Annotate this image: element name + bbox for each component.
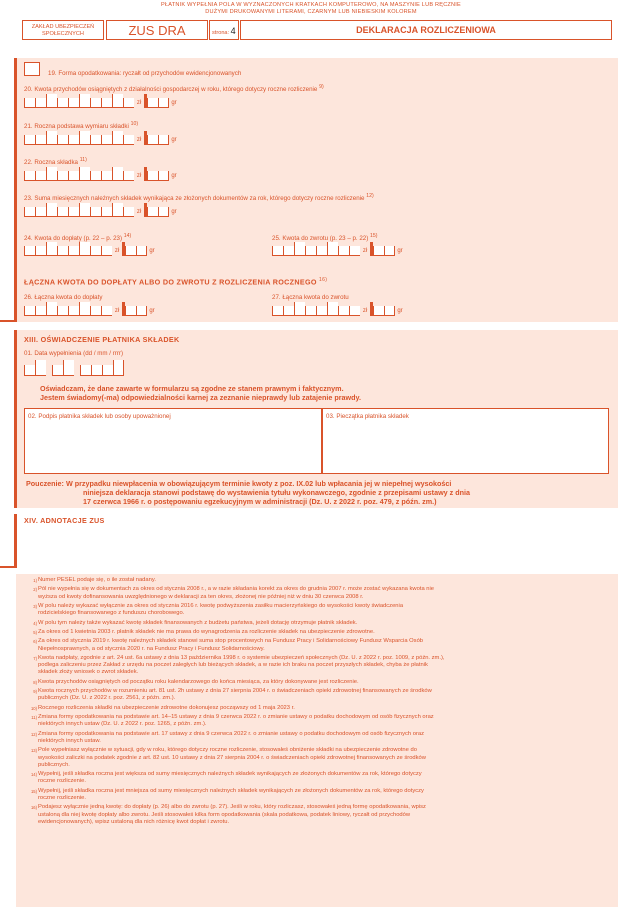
digit-cell[interactable] — [327, 302, 338, 316]
digit-cell[interactable] — [68, 98, 79, 108]
footnote-line: Kwota rocznych przychodów w rozumieniu art. 81 ust. 2h ustawy z dnia 27 sierpnia 2004 r. o świadczeniach opieki zdrowotnej finansowanych ze środków — [38, 688, 432, 695]
gr-unit: gr — [171, 209, 177, 215]
cent-cell[interactable] — [373, 246, 384, 256]
digit-cell[interactable] — [68, 306, 79, 316]
footnote-line: niektórych innych ustaw (Dz. U. z 2022 r. poz. 1265, z późn. zm.). — [38, 721, 207, 728]
digit-cell[interactable] — [112, 94, 123, 108]
footnote — [28, 577, 613, 584]
footnote-line: Wypełnij, jeśli składka roczna jest większa od sumy miesięcznych należnych składek wynikających ze złożonych dokumentów za rok, którego dotyczy — [38, 771, 422, 778]
footnote-line: rodzicielskiego finansowanego z funduszu chorobowego. — [38, 610, 185, 617]
date-cell[interactable] — [52, 365, 63, 376]
gr-unit: gr — [171, 100, 177, 106]
digit-cell[interactable] — [316, 306, 327, 316]
tax-form-checkbox[interactable] — [24, 62, 40, 76]
footnote-line: Podajesz wyłącznie jedną kwotę: do dopłaty (p. 26) albo do zwrotu (p. 27). Jeśli w roku, który rozliczasz, stosowałeś jedną formę opodatkowania, wpisz — [38, 804, 426, 811]
section-bottom-tick — [0, 320, 17, 322]
footnote-number: 1) — [33, 578, 37, 583]
digit-cell[interactable] — [283, 246, 294, 256]
digit-cell[interactable] — [79, 94, 90, 108]
gr-unit: gr — [397, 308, 403, 314]
footnote-line: Numer PESEL podaje się, o ile został nadany. — [38, 577, 156, 583]
form-title: DEKLARACJA ROZLICZENIOWA — [240, 20, 612, 40]
digit-cell[interactable] — [101, 98, 112, 108]
footnote-line: roczne rozliczenie. — [38, 794, 87, 801]
digit-cell[interactable] — [316, 246, 327, 256]
cent-cell[interactable] — [158, 98, 169, 108]
digit-cell[interactable] — [68, 207, 79, 217]
footnote-line: wyższa od kwoty dofinansowania uwzględnionego w deklaracji za ten okres, złożonej nie później niż w dniu 30 czerwca 2008 r. — [38, 593, 364, 600]
field-26-label: 26. Łączna kwota do dopłaty — [24, 294, 103, 301]
field-19-label: 19. Forma opodatkowania: ryczałt od przychodów ewidencjonowanych — [48, 70, 242, 77]
footnote — [28, 788, 613, 802]
digit-cell[interactable] — [90, 306, 101, 316]
zl-unit: zł — [136, 209, 142, 215]
footnote-line: ustaloną dla niej kwotę dopłaty albo zwrotu. Jeśli stosowałeś kilka form opodatkowania (skala podatkowa, podatek liniowy, ryczałt od przychodów — [38, 811, 411, 818]
page-label: strona: — [212, 30, 230, 36]
field-22-amount[interactable] — [24, 167, 179, 181]
digit-cell[interactable] — [57, 171, 68, 181]
field-22-label: 22. Roczna składka $^{11)}$ — [24, 157, 87, 167]
zl-unit: zł — [362, 308, 368, 314]
field-24-amount[interactable] — [24, 242, 157, 256]
footnote-line: publicznych. — [38, 761, 70, 768]
footnote — [28, 603, 613, 617]
date-cell[interactable] — [24, 365, 35, 376]
footnote-number: 13) — [30, 748, 37, 754]
section-xiii-bar — [14, 330, 17, 508]
digit-cell[interactable] — [35, 306, 46, 316]
cent-cell[interactable] — [136, 246, 147, 256]
digit-cell[interactable] — [112, 167, 123, 181]
digit-cell[interactable] — [272, 246, 283, 256]
field-27-label: 27. Łączna kwota do zwrotu — [272, 294, 349, 301]
footnote-line: Rocznego rozliczenia składki na ubezpieczenie zdrowotne dokonujesz począwszy od 1 maja 2023 r. — [38, 704, 295, 711]
footnote-number: 12) — [30, 731, 37, 737]
footnote-number: 15) — [30, 788, 37, 794]
warning-line-2: niniejsza deklaracja stanowi podstawę do wystawienia tytułu wykonawczego, zgodnie z przepisami ustawy z dnia — [83, 488, 471, 497]
section-xiv-heading: XIV. ADNOTACJE ZUS — [24, 516, 105, 525]
form-code: ZUS DRA — [106, 20, 208, 40]
digit-cell[interactable] — [57, 246, 68, 256]
digit-cell[interactable] — [46, 242, 57, 256]
cent-cell[interactable] — [147, 98, 158, 108]
digit-cell[interactable] — [79, 242, 90, 256]
digit-cell[interactable] — [79, 167, 90, 181]
digit-cell[interactable] — [112, 203, 123, 217]
instruction-line-1: PŁATNIK WYPEŁNIA POLA W WYZNACZONYCH KRATKACH KOMPUTEROWO, NA MASZYNIE LUB RĘCZNIE — [161, 2, 461, 8]
digit-cell[interactable] — [46, 131, 57, 145]
footnote — [28, 620, 613, 627]
digit-cell[interactable] — [90, 98, 101, 108]
digit-cell[interactable] — [112, 131, 123, 145]
zl-unit: zł — [362, 248, 368, 254]
date-cell[interactable] — [63, 360, 74, 376]
field-25-label: 25. Kwota do zwrotu (p. 23 – p. 22) $^{15)}$ — [272, 233, 378, 243]
footnote-line: ewidencjonowanych), wpisz ustaloną dla nich różnicę kwot dopłat i zwrotu. — [38, 818, 230, 825]
footnote — [28, 679, 613, 686]
digit-cell[interactable] — [123, 135, 134, 145]
field-24-label: 24. Kwota do dopłaty (p. 22 – p. 23) $^{14)}$ — [24, 233, 132, 243]
field-23-label: 23. Suma miesięcznych należnych składek wynikająca ze złożonych dokumentów za rok, którego dotyczy roczne rozliczenie $^{12)}$ — [24, 193, 374, 203]
date-cell[interactable] — [91, 365, 102, 376]
zl-unit: zł — [136, 100, 142, 106]
digit-cell[interactable] — [90, 171, 101, 181]
footnote-line: W polu należy wykazać wyłącznie za okres od stycznia 2016 r. kwotę podwyższenia zasiłku macierzyńskiego do wysokości kwoty świadczenia — [38, 602, 404, 609]
declaration-line-1: Oświadczam, że dane zawarte w formularzu są zgodne ze stanem prawnym i faktycznym. — [40, 384, 344, 393]
cent-cell[interactable] — [125, 246, 136, 256]
footnote-number: 2) — [33, 587, 37, 593]
digit-cell[interactable] — [305, 246, 316, 256]
footnote-number: 8) — [33, 679, 37, 685]
digit-cell[interactable] — [46, 167, 57, 181]
footnote-line: Zmiana formy opodatkowania na podstawie art. 17 ustawy z dnia 9 czerwca 2022 r. o zmianie ustawy o podatku dochodowym od osób fizycznych oraz — [38, 730, 425, 737]
footnote — [28, 804, 613, 826]
digit-cell[interactable] — [90, 135, 101, 145]
field-26-amount[interactable] — [24, 302, 157, 316]
warning-line-3: 17 czerwca 1966 r. o postępowaniu egzekucyjnym w administracji (Dz. U. z 2022 r. poz. 479, z późn. zm.) — [83, 497, 437, 506]
footnote-number: 3) — [33, 603, 37, 609]
issuer-line-1: ZAKŁAD UBEZPIECZEŃ — [31, 24, 95, 30]
stamp-box[interactable] — [322, 408, 609, 474]
footnote — [28, 714, 613, 728]
digit-cell[interactable] — [123, 207, 134, 217]
footnote — [28, 629, 613, 636]
cent-cell[interactable] — [136, 306, 147, 316]
footnote-line: podlega zaliczeniu przez Zakład z urzędu na poczet zaległych lub bieżących składek, a w razie ich braku na poczet przyszłych składek, chyba że płatnik — [38, 662, 428, 669]
digit-cell[interactable] — [338, 306, 349, 316]
digit-cell[interactable] — [57, 135, 68, 145]
zl-unit: zł — [136, 137, 142, 143]
date-label: 01. Data wypełnienia (dd / mm / rrrr) — [24, 350, 124, 357]
gr-unit: gr — [149, 308, 155, 314]
field-21-amount[interactable] — [24, 131, 179, 145]
footnote-number: 11) — [31, 715, 37, 721]
digit-cell[interactable] — [101, 306, 112, 316]
footnote — [28, 688, 613, 702]
digit-cell[interactable] — [57, 306, 68, 316]
field-23-amount[interactable] — [24, 203, 179, 217]
digit-cell[interactable] — [79, 131, 90, 145]
zl-unit: zł — [114, 248, 120, 254]
digit-cell[interactable] — [101, 135, 112, 145]
field-25-amount[interactable] — [272, 242, 405, 256]
footnote-line: Kwota przychodów osiągniętych od początku roku kalendarzowego do końca miesiąca, za który dokonywane jest rozliczenie. — [38, 678, 359, 685]
digit-cell[interactable] — [57, 98, 68, 108]
digit-cell[interactable] — [35, 98, 46, 108]
footnote-line: Za okres od 1 kwietnia 2003 r. płatnik składek nie ma prawa do wynagrodzenia za rozliczenie składek na ubezpieczenie zdrowotne. — [38, 628, 375, 635]
page-number: 4 — [230, 26, 236, 36]
section-left-bar — [14, 58, 17, 322]
cent-cell[interactable] — [384, 306, 395, 316]
footnote-number: 5) — [33, 629, 37, 635]
digit-cell[interactable] — [35, 246, 46, 256]
digit-cell[interactable] — [57, 207, 68, 217]
digit-cell[interactable] — [24, 207, 35, 217]
digit-cell[interactable] — [35, 135, 46, 145]
digit-cell[interactable] — [35, 207, 46, 217]
footnote-line: W polu tym należy także wykazać kwotę składek finansowanych z budżetu państwa, jeżeli dotację otrzymuje płatnik składek. — [38, 619, 358, 626]
digit-cell[interactable] — [68, 171, 79, 181]
issuer-line-2: SPOŁECZNYCH — [42, 30, 84, 37]
warning — [26, 479, 470, 506]
digit-cell[interactable] — [294, 302, 305, 316]
digit-cell[interactable] — [294, 242, 305, 256]
cent-cell[interactable] — [158, 207, 169, 217]
footnote — [28, 747, 613, 769]
digit-cell[interactable] — [338, 246, 349, 256]
field-20-label: 20. Kwota przychodów osiągniętych z działalności gospodarczej w roku, którego dotyczy roczne rozliczenie $^{9)}$ — [24, 84, 324, 94]
digit-cell[interactable] — [349, 306, 360, 316]
gr-unit: gr — [149, 248, 155, 254]
cent-cell[interactable] — [158, 135, 169, 145]
digit-cell[interactable] — [46, 302, 57, 316]
section-xiii-heading: XIII. OŚWIADCZENIE PŁATNIKA SKŁADEK — [24, 335, 180, 344]
digit-cell[interactable] — [24, 246, 35, 256]
digit-cell[interactable] — [101, 171, 112, 181]
footnote-line: Za okres od stycznia 2019 r. kwotę należnych składek stanowi suma stop procentowych na Fundusz Pracy i Solidarnościowy Fundusz Wsparcia Osób — [38, 638, 424, 645]
cent-cell[interactable] — [125, 306, 136, 316]
total-heading: ŁĄCZNA KWOTA DO DOPŁATY ALBO DO ZWROTU Z ROZLICZENIA ROCZNEGO $^{16)}$ — [24, 277, 328, 287]
digit-cell[interactable] — [90, 246, 101, 256]
form-instructions — [0, 2, 622, 16]
digit-cell[interactable] — [46, 203, 57, 217]
section-xiv-bar — [14, 514, 17, 568]
footnote-line: Kwota nadpłaty, zgodnie z art. 24 ust. 6a ustawy z dnia 13 października 1998 r. o systemie ubezpieczeń społecznych (Dz. U. z 2022 r. poz. 1009, z późn. zm.), — [38, 654, 445, 661]
digit-cell[interactable] — [24, 171, 35, 181]
footnote-line: Pól nie wypełnia się w dokumentach za okres od stycznia 2008 r., a w razie składania korekt za okres do grudnia 2007 r. może zostać wykazana kwota nie — [38, 586, 435, 593]
footnotes-list — [28, 577, 613, 828]
footnote-number: 7) — [33, 655, 37, 661]
section-xiv-tick — [0, 566, 17, 568]
signature-label: 02. Podpis płatnika składek lub osoby upoważnionej — [28, 413, 171, 420]
stamp-label: 03. Pieczątka płatnika składek — [326, 413, 409, 420]
digit-cell[interactable] — [68, 246, 79, 256]
instruction-line-2: DUŻYMI DRUKOWANYMI LITERAMI, CZARNYM LUB NIEBIESKIM KOLOREM — [205, 9, 417, 15]
footnote — [28, 586, 613, 600]
footnote — [28, 655, 613, 677]
footnote-number: 16) — [30, 805, 37, 811]
digit-cell[interactable] — [90, 207, 101, 217]
footnote-number: 6) — [33, 639, 37, 645]
footnote — [28, 638, 613, 652]
cent-cell[interactable] — [373, 306, 384, 316]
declaration — [40, 384, 361, 402]
field-27-amount[interactable] — [272, 302, 405, 316]
footnote-line: niektórych innych ustaw. — [38, 737, 101, 744]
page-indicator — [209, 20, 239, 40]
digit-cell[interactable] — [68, 135, 79, 145]
digit-cell[interactable] — [123, 98, 134, 108]
digit-cell[interactable] — [46, 94, 57, 108]
digit-cell[interactable] — [123, 171, 134, 181]
digit-cell[interactable] — [79, 302, 90, 316]
date-cell[interactable] — [80, 365, 91, 376]
date-cell[interactable] — [102, 365, 113, 376]
digit-cell[interactable] — [24, 135, 35, 145]
footnote-line: wysokości zaliczki na podatek zgodnie z art. 82 ust. 10 ustawy z dnia 27 sierpnia 2004 r. o świadczeniach opieki zdrowotnej finansowanych ze środków — [38, 754, 426, 761]
date-cell[interactable] — [35, 360, 46, 376]
cent-cell[interactable] — [147, 171, 158, 181]
digit-cell[interactable] — [24, 306, 35, 316]
declaration-line-2: Jestem świadomy(-ma) odpowiedzialności karnej za zeznanie nieprawdy lub zatajenie prawdy. — [40, 393, 361, 402]
footnote — [28, 731, 613, 745]
digit-cell[interactable] — [283, 306, 294, 316]
digit-cell[interactable] — [35, 171, 46, 181]
zl-unit: zł — [136, 173, 142, 179]
digit-cell[interactable] — [327, 242, 338, 256]
cent-cell[interactable] — [384, 246, 395, 256]
footnote-number: 10) — [30, 705, 37, 711]
date-field[interactable] — [24, 360, 124, 376]
field-21-label: 21. Roczna podstawa wymiaru składki $^{10)}$ — [24, 121, 139, 131]
digit-cell[interactable] — [101, 207, 112, 217]
digit-cell[interactable] — [349, 246, 360, 256]
signature-box[interactable] — [24, 408, 322, 474]
date-cell[interactable] — [113, 360, 124, 376]
warning-line-1: Pouczenie: W przypadku niewpłacenia w obowiązującym terminie kwoty z poz. IX.02 lub wpłacania jej w niepełnej wysokości — [26, 479, 452, 488]
footnote-number: 14) — [30, 772, 37, 778]
digit-cell[interactable] — [79, 203, 90, 217]
gr-unit: gr — [171, 137, 177, 143]
footnote-number: 4) — [33, 620, 37, 626]
gr-unit: gr — [171, 173, 177, 179]
footnote — [28, 771, 613, 785]
digit-cell[interactable] — [101, 246, 112, 256]
footnote-line: Niepełnosprawnych, a od stycznia 2020 r. na Fundusz Pracy i Fundusz Solidarnościowy. — [38, 645, 265, 652]
issuer-box — [22, 20, 104, 40]
cent-cell[interactable] — [147, 135, 158, 145]
digit-cell[interactable] — [24, 98, 35, 108]
footnote-line: Zmiana formy opodatkowania na podstawie art. 14–15 ustawy z dnia 9 czerwca 2022 r. o zmianie ustawy o podatku dochodowym od osób fizycznych oraz — [38, 714, 434, 721]
footnote-line: Wypełnij, jeśli składka roczna jest mniejsza od sumy miesięcznych należnych składek wynikających ze złożonych dokumentów za rok, którego dotyczy — [38, 787, 424, 794]
footnote-line: składek złoży wniosek o zwrot składek. — [38, 669, 139, 676]
footnote-line: publicznych (Dz. U. z 2022 r. poz. 2561, z późn. zm.). — [38, 695, 176, 702]
digit-cell[interactable] — [272, 306, 283, 316]
gr-unit: gr — [397, 248, 403, 254]
zl-unit: zł — [114, 308, 120, 314]
footnote-line: roczne rozliczenie. — [38, 778, 87, 785]
cent-cell[interactable] — [158, 171, 169, 181]
footnote — [28, 705, 613, 712]
footnote-line: Pole wypełniasz wyłącznie w sytuacji, gdy w roku, którego dotyczy roczne rozliczenie, stosowałeś obniżenie składki na ubezpieczenie zdrowotne do — [38, 747, 417, 754]
field-20-amount[interactable] — [24, 94, 179, 108]
cent-cell[interactable] — [147, 207, 158, 217]
digit-cell[interactable] — [305, 306, 316, 316]
footnote-number: 9) — [33, 689, 37, 695]
